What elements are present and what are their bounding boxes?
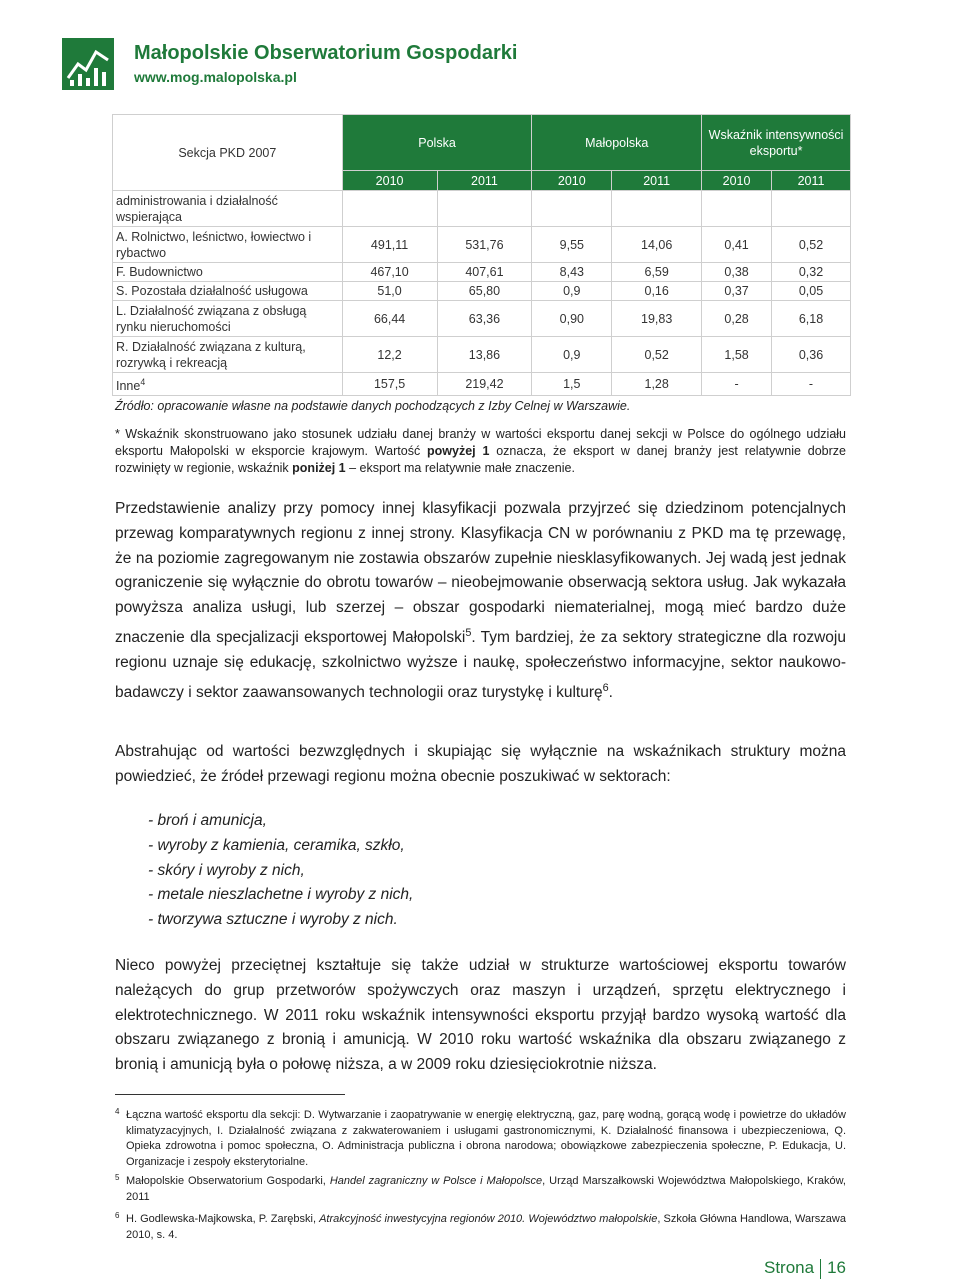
table-cell: 491,11	[342, 227, 437, 263]
table-row	[113, 301, 851, 337]
sector-list	[148, 809, 413, 933]
table-cell: 66,44	[342, 301, 437, 337]
table-header-section: Sekcja PKD 2007	[113, 115, 343, 191]
table-cell	[772, 191, 851, 227]
footnote-ref[interactable]: 5	[465, 626, 472, 639]
row-label: administrowania i działalność wspierająca	[113, 191, 343, 227]
table-cell: 0,9	[532, 282, 612, 301]
row-label: A. Rolnictwo, leśnictwo, łowiectwo i rybactwo	[113, 227, 343, 263]
table-header-group: Małopolska	[532, 115, 702, 171]
row-label: F. Budownictwo	[113, 263, 343, 282]
row-label: R. Działalność związana z kulturą, rozrywką i rekreacją	[113, 337, 343, 373]
table-cell	[437, 191, 532, 227]
table-cell: -	[702, 373, 772, 396]
footnote-ref[interactable]: 6	[602, 681, 609, 694]
table-cell: 0,36	[772, 337, 851, 373]
table-cell: 0,38	[702, 263, 772, 282]
table-cell: 8,43	[532, 263, 612, 282]
list-item: - tworzywa sztuczne i wyroby z nich.	[148, 911, 398, 929]
table-cell: 14,06	[612, 227, 702, 263]
table-cell: 0,05	[772, 282, 851, 301]
table-cell: 0,16	[612, 282, 702, 301]
footnote-ref: 4	[140, 377, 146, 387]
table-note: * Wskaźnik skonstruowano jako stosunek udziału danej branży w wartości eksportu danej sekcji w Polsce do ogólnego udziału eksportu Małopolski w eksporcie krajowym. Wartość powyżej 1 oznacza, że eksport w danej branży jest relatywnie dobrze rozwinięty w regionie, wskaźnik poniżej 1 – eksport ma relatywnie małe znaczenie.	[115, 427, 846, 475]
table-cell	[532, 191, 612, 227]
table-cell: 1,28	[612, 373, 702, 396]
footnote-divider	[115, 1094, 345, 1095]
paragraph: Nieco powyżej przeciętnej kształtuje się także udział w strukturze wartościowej eksportu towarów należących do grup przetworów spożywczych oraz maszyn i urządzeń, sprzętu elektrycznego i elektrotechnicznego. W 2011 roku wskaźnik intensywności eksportu przyjął bardzo wysoką wartość dla obszaru związanego z bronią i amunicją. W 2010 roku wartość wskaźnika dla obszaru związanego z bronią i amunicją była o połowę niższa, a w 2009 roku dziesięciokrotnie niższa.	[115, 957, 846, 1074]
table-cell: -	[772, 373, 851, 396]
row-label: L. Działalność związana z obsługą rynku nieruchomości	[113, 301, 343, 337]
header	[62, 38, 562, 94]
brand-title: Małopolskie Obserwatorium Gospodarki	[134, 42, 518, 64]
footnote: 5 Małopolskie Obserwatorium Gospodarki, Handel zagraniczny w Polsce i Małopolsce, Urząd Marszałkowski Województwa Małopolskiego, Kraków, 2011	[115, 1174, 846, 1205]
table-row	[113, 282, 851, 301]
table-cell: 19,83	[612, 301, 702, 337]
table-cell: 12,2	[342, 337, 437, 373]
page-footer	[764, 1258, 846, 1279]
table-row	[113, 337, 851, 373]
footnote: 4 Łączna wartość eksportu dla sekcji: D. Wytwarzanie i zaopatrywanie w energię elektryczną, gaz, parę wodną, gorącą wodę i powietrze do układów klimatyzacyjnych, I. Działalność związana z zakwaterowaniem i usługami gastronomicznymi, K. Działalność finansowa i ubezpieczeniowa, Q. Opieka zdrowotna i pomoc społeczna, O. Administracja publiczna i obrona narodowa; obowiązkowe zabezpieczenia społeczne, P. Edukacja, U. Organizacje i zespoły eksterytorialne.	[115, 1108, 846, 1170]
row-label: S. Pozostała działalność usługowa	[113, 282, 343, 301]
table-cell: 51,0	[342, 282, 437, 301]
table-cell: 65,80	[437, 282, 532, 301]
table-cell: 219,42	[437, 373, 532, 396]
table-cell: 467,10	[342, 263, 437, 282]
chart-logo-icon	[62, 38, 114, 90]
footnote-number: 5	[115, 1173, 120, 1182]
list-item: - metale nieszlachetne i wyroby z nich,	[148, 886, 414, 904]
list-item: - skóry i wyroby z nich,	[148, 861, 305, 879]
table-cell: 407,61	[437, 263, 532, 282]
table-cell	[612, 191, 702, 227]
table-header-group: Wskaźnik intensywności eksportu*	[702, 115, 851, 171]
table-cell: 0,41	[702, 227, 772, 263]
table-header-year: 2010	[702, 171, 772, 191]
table-row	[113, 191, 851, 227]
table-cell: 13,86	[437, 337, 532, 373]
table-cell: 0,9	[532, 337, 612, 373]
table-cell: 63,36	[437, 301, 532, 337]
table-row	[113, 263, 851, 282]
list-item: - wyroby z kamienia, ceramika, szkło,	[148, 836, 405, 854]
table-cell: 531,76	[437, 227, 532, 263]
footnote-number: 4	[115, 1107, 120, 1116]
table-cell	[702, 191, 772, 227]
table-cell: 0,52	[772, 227, 851, 263]
table-cell	[342, 191, 437, 227]
table-header-year: 2011	[772, 171, 851, 191]
table-header-year: 2010	[532, 171, 612, 191]
table-cell: 9,55	[532, 227, 612, 263]
table-header-year: 2011	[437, 171, 532, 191]
export-table	[112, 114, 851, 396]
table-cell: 0,28	[702, 301, 772, 337]
table-cell: 6,18	[772, 301, 851, 337]
table-cell: 0,32	[772, 263, 851, 282]
table-cell: 1,58	[702, 337, 772, 373]
table-cell: 0,37	[702, 282, 772, 301]
table-header-year: 2010	[342, 171, 437, 191]
table-header-year: 2011	[612, 171, 702, 191]
table-cell: 157,5	[342, 373, 437, 396]
footer-divider	[820, 1259, 821, 1279]
table-row	[113, 373, 851, 396]
footnote: 6 H. Godlewska-Majkowska, P. Zarębski, Atrakcyjność inwestycyjna regionów 2010. Województwo małopolskie, Szkoła Główna Handlowa, Warszawa 2010, s. 4.	[115, 1212, 846, 1243]
page-label: Strona	[764, 1258, 815, 1277]
table-cell: 1,5	[532, 373, 612, 396]
table-source: Źródło: opracowanie własne na podstawie danych pochodzących z Izby Celnej w Warszawie.	[115, 399, 631, 413]
table-header-group: Polska	[342, 115, 532, 171]
paragraph: Przedstawienie analizy przy pomocy innej klasyfikacji pozwala przyjrzeć się dziedzinom potencjalnych przewag komparatywnych regionu z innej strony. Klasyfikacja CN w porównaniu z PKD ma tę przewagę, że na poziomie zagregowanym nie zostawia obszarów zupełnie niesklasyfikowanych. Jej wadą jest jednak ograniczenie się wyłącznie do obrotu towarów – nieobejmowanie obserwacją sektora usług. Jak wykazała powyższa analiza usługi, lub szerzej – obszar gospodarki niematerialnej, mogą mieć bardzo duże znaczenie dla specjalizacji eksportowej Małopolski$^5$. Tym bardziej, że za sektory strategiczne dla rozwoju regionu uznaje się edukację, szkolnictwo wyższe i naukę, społeczeństwo informacyjne, sektor naukowo-badawczy i sektor zaawansowanych technologii oraz turystykę i kulturę$^6$.	[115, 500, 846, 701]
page-number: 16	[827, 1258, 847, 1277]
row-label: Inne$^4$	[113, 373, 343, 396]
table-cell: 0,52	[612, 337, 702, 373]
table-cell: 6,59	[612, 263, 702, 282]
list-item: - broń i amunicja,	[148, 812, 267, 829]
footnote-number: 6	[115, 1211, 120, 1220]
brand-url[interactable]: www.mog.malopolska.pl	[134, 69, 297, 85]
paragraph: Abstrahując od wartości bezwzględnych i skupiając się wyłącznie na wskaźnikach struktury można powiedzieć, że źródeł przewagi regionu można obecnie poszukiwać w sektorach:	[115, 743, 846, 785]
table-row	[113, 227, 851, 263]
table-cell: 0,90	[532, 301, 612, 337]
